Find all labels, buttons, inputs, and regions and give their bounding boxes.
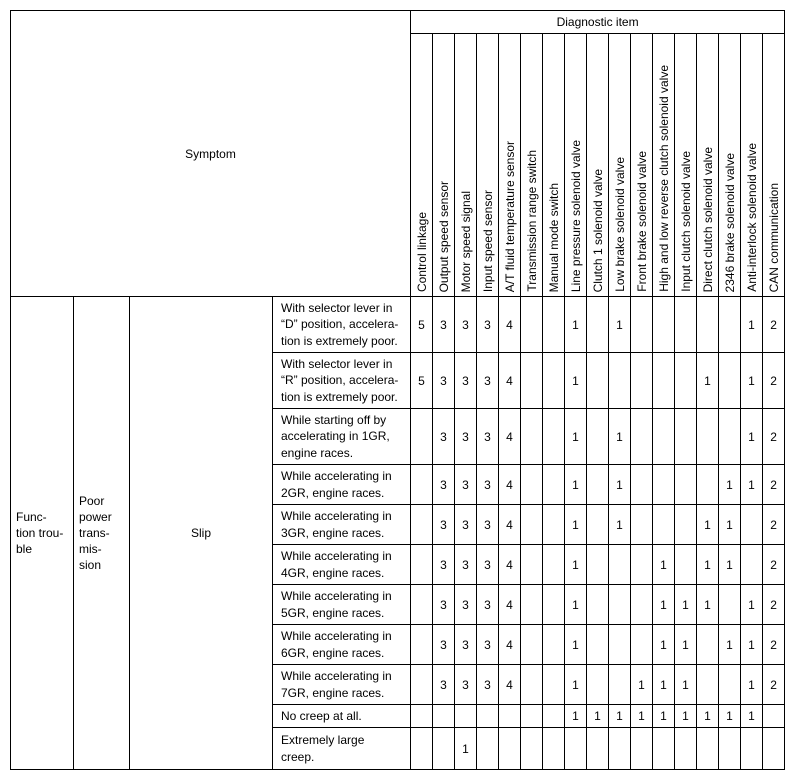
diagnostic-value-cell: 1 <box>653 625 675 665</box>
diagnostic-value-cell: 1 <box>675 585 697 625</box>
diagnostic-value-cell <box>675 297 697 353</box>
diagnostic-value-cell <box>587 545 609 585</box>
diagnostic-value-cell: 1 <box>565 585 587 625</box>
column-header-label: Anti-interlock solenoid valve <box>744 143 759 292</box>
diagnostic-value-cell: 1 <box>719 705 741 728</box>
column-header-label: Front brake solenoid valve <box>634 151 649 292</box>
diagnostic-value-cell: 3 <box>455 585 477 625</box>
symptom-category: Func- tion trou- ble <box>11 297 74 770</box>
diagnostic-value-cell: 3 <box>477 625 499 665</box>
column-header-label: A/T fluid temperature sensor <box>502 140 517 292</box>
diagnostic-value-cell <box>631 625 653 665</box>
diagnostic-value-cell <box>741 545 763 585</box>
diagnostic-value-cell <box>631 297 653 353</box>
diagnostic-value-cell <box>411 665 433 705</box>
diagnostic-value-cell: 1 <box>565 545 587 585</box>
diagnostic-value-cell: 1 <box>697 353 719 409</box>
symptom-condition: While accelerating in 3GR, engine races. <box>273 505 411 545</box>
diagnostic-item-header: Diagnostic item <box>411 11 785 34</box>
diagnostic-value-cell: 1 <box>719 625 741 665</box>
column-header <box>587 34 609 297</box>
diagnostic-value-cell: 3 <box>477 585 499 625</box>
diagnostic-value-cell <box>543 409 565 465</box>
column-header <box>565 34 587 297</box>
diagnostic-value-cell <box>411 585 433 625</box>
diagnostic-value-cell: 1 <box>565 505 587 545</box>
column-header <box>433 34 455 297</box>
diagnostic-value-cell <box>411 728 433 770</box>
diagnostic-value-cell <box>587 297 609 353</box>
diagnostic-table <box>10 10 785 770</box>
diagnostic-value-cell <box>411 545 433 585</box>
diagnostic-value-cell <box>521 665 543 705</box>
diagnostic-value-cell: 4 <box>499 297 521 353</box>
diagnostic-value-cell: 1 <box>631 665 653 705</box>
diagnostic-value-cell: 1 <box>653 665 675 705</box>
diagnostic-value-cell: 1 <box>741 353 763 409</box>
diagnostic-value-cell <box>543 728 565 770</box>
column-header <box>411 34 433 297</box>
diagnostic-value-cell: 1 <box>609 505 631 545</box>
diagnostic-value-cell <box>653 728 675 770</box>
diagnostic-value-cell <box>587 465 609 505</box>
diagnostic-value-cell: 5 <box>411 353 433 409</box>
diagnostic-value-cell: 2 <box>763 353 785 409</box>
diagnostic-value-cell <box>697 665 719 705</box>
diagnostic-value-cell <box>653 353 675 409</box>
diagnostic-value-cell <box>587 353 609 409</box>
diagnostic-value-cell <box>763 705 785 728</box>
table-body <box>11 297 785 770</box>
diagnostic-value-cell <box>609 585 631 625</box>
column-header <box>653 34 675 297</box>
diagnostic-value-cell: 1 <box>609 409 631 465</box>
symptom-condition: While accelerating in 6GR, engine races. <box>273 625 411 665</box>
column-header <box>543 34 565 297</box>
diagnostic-value-cell <box>565 728 587 770</box>
diagnostic-value-cell <box>521 353 543 409</box>
diagnostic-value-cell <box>719 665 741 705</box>
column-header-label: Transmission range switch <box>524 150 539 292</box>
column-header <box>609 34 631 297</box>
diagnostic-value-cell: 1 <box>631 705 653 728</box>
diagnostic-value-cell: 4 <box>499 465 521 505</box>
diagnostic-value-cell <box>609 665 631 705</box>
diagnostic-value-cell: 1 <box>675 665 697 705</box>
diagnostic-value-cell <box>763 728 785 770</box>
column-header <box>455 34 477 297</box>
diagnostic-value-cell <box>609 353 631 409</box>
diagnostic-value-cell <box>653 465 675 505</box>
diagnostic-value-cell <box>543 545 565 585</box>
diagnostic-value-cell: 1 <box>565 705 587 728</box>
diagnostic-value-cell <box>675 409 697 465</box>
column-header-label: Manual mode switch <box>546 182 561 292</box>
diagnostic-value-cell: 3 <box>455 625 477 665</box>
diagnostic-value-cell <box>675 545 697 585</box>
diagnostic-value-cell <box>719 297 741 353</box>
column-header <box>631 34 653 297</box>
diagnostic-value-cell <box>719 728 741 770</box>
diagnostic-value-cell: 3 <box>477 465 499 505</box>
diagnostic-value-cell <box>631 409 653 465</box>
diagnostic-value-cell: 1 <box>719 505 741 545</box>
diagnostic-value-cell: 1 <box>565 625 587 665</box>
diagnostic-value-cell <box>521 705 543 728</box>
diagnostic-value-cell: 3 <box>433 353 455 409</box>
column-header <box>741 34 763 297</box>
diagnostic-value-cell <box>697 465 719 505</box>
diagnostic-value-cell <box>411 505 433 545</box>
diagnostic-value-cell: 3 <box>477 665 499 705</box>
diagnostic-value-cell: 1 <box>741 705 763 728</box>
diagnostic-value-cell <box>653 505 675 545</box>
diagnostic-value-cell <box>521 728 543 770</box>
diagnostic-value-cell: 1 <box>653 705 675 728</box>
diagnostic-value-cell <box>587 585 609 625</box>
diagnostic-value-cell: 3 <box>477 545 499 585</box>
diagnostic-value-cell <box>741 505 763 545</box>
diagnostic-value-cell <box>631 545 653 585</box>
diagnostic-value-cell <box>631 353 653 409</box>
diagnostic-value-cell <box>455 705 477 728</box>
symptom-condition: While accelerating in 7GR, engine races. <box>273 665 411 705</box>
diagnostic-value-cell: 1 <box>609 297 631 353</box>
diagnostic-value-cell <box>411 625 433 665</box>
column-header <box>477 34 499 297</box>
diagnostic-value-cell <box>587 409 609 465</box>
diagnostic-value-cell: 1 <box>741 625 763 665</box>
diagnostic-value-cell: 1 <box>565 353 587 409</box>
diagnostic-value-cell <box>719 409 741 465</box>
symptom-condition: While accelerating in 5GR, engine races. <box>273 585 411 625</box>
diagnostic-value-cell: 4 <box>499 353 521 409</box>
diagnostic-value-cell: 1 <box>741 409 763 465</box>
diagnostic-value-cell <box>521 297 543 353</box>
diagnostic-value-cell: 1 <box>565 409 587 465</box>
diagnostic-value-cell <box>697 728 719 770</box>
diagnostic-value-cell <box>411 409 433 465</box>
symptom-condition: While accelerating in 4GR, engine races. <box>273 545 411 585</box>
column-header-label: CAN communication <box>766 182 781 292</box>
column-header-label: Motor speed signal <box>458 190 473 292</box>
diagnostic-value-cell <box>477 705 499 728</box>
column-header <box>521 34 543 297</box>
diagnostic-value-cell: 2 <box>763 465 785 505</box>
diagnostic-value-cell <box>675 505 697 545</box>
diagnostic-value-cell: 3 <box>433 505 455 545</box>
diagnostic-value-cell <box>521 409 543 465</box>
diagnostic-value-cell: 1 <box>697 585 719 625</box>
diagnostic-value-cell <box>521 465 543 505</box>
diagnostic-value-cell: 1 <box>719 465 741 505</box>
diagnostic-value-cell <box>543 465 565 505</box>
table-row <box>11 297 785 353</box>
diagnostic-value-cell <box>609 728 631 770</box>
diagnostic-value-cell <box>719 585 741 625</box>
column-header-label: Control linkage <box>414 211 429 292</box>
column-header-label: High and low reverse clutch solenoid valve <box>656 65 671 292</box>
symptom-type: Slip <box>130 297 273 770</box>
diagnostic-value-cell <box>521 585 543 625</box>
diagnostic-value-cell: 4 <box>499 409 521 465</box>
diagnostic-value-cell: 4 <box>499 585 521 625</box>
diagnostic-value-cell: 3 <box>455 505 477 545</box>
diagnostic-value-cell <box>521 625 543 665</box>
diagnostic-value-cell: 4 <box>499 625 521 665</box>
symptom-condition: Extremely large creep. <box>273 728 411 770</box>
column-header-label: Input speed sensor <box>480 189 495 292</box>
diagnostic-value-cell <box>631 585 653 625</box>
diagnostic-value-cell <box>741 728 763 770</box>
diagnostic-value-cell: 1 <box>741 465 763 505</box>
column-header-label: Direct clutch solenoid valve <box>700 146 715 292</box>
diagnostic-value-cell: 4 <box>499 505 521 545</box>
diagnostic-value-cell: 3 <box>455 665 477 705</box>
diagnostic-value-cell: 3 <box>455 545 477 585</box>
diagnostic-value-cell: 1 <box>653 545 675 585</box>
column-header <box>697 34 719 297</box>
diagnostic-value-cell <box>543 625 565 665</box>
diagnostic-value-cell: 3 <box>433 409 455 465</box>
diagnostic-value-cell <box>609 545 631 585</box>
diagnostic-value-cell: 1 <box>609 465 631 505</box>
diagnostic-value-cell <box>653 297 675 353</box>
diagnostic-value-cell: 3 <box>477 353 499 409</box>
diagnostic-value-cell: 1 <box>653 585 675 625</box>
column-header-label: Low brake solenoid valve <box>612 157 627 292</box>
diagnostic-value-cell <box>543 705 565 728</box>
diagnostic-value-cell <box>675 728 697 770</box>
diagnostic-value-cell: 3 <box>433 625 455 665</box>
diagnostic-value-cell <box>543 585 565 625</box>
diagnostic-value-cell: 3 <box>455 409 477 465</box>
diagnostic-value-cell <box>653 409 675 465</box>
diagnostic-value-cell: 1 <box>719 545 741 585</box>
diagnostic-value-cell: 1 <box>565 297 587 353</box>
diagnostic-value-cell: 3 <box>477 409 499 465</box>
diagnostic-value-cell: 1 <box>565 665 587 705</box>
diagnostic-value-cell <box>609 625 631 665</box>
symptom-condition: While accelerating in 2GR, engine races. <box>273 465 411 505</box>
diagnostic-value-cell: 1 <box>741 665 763 705</box>
symptom-condition: While starting off by accelerating in 1GR, engine races. <box>273 409 411 465</box>
diagnostic-value-cell <box>477 728 499 770</box>
column-header-label: 2346 brake solenoid valve <box>722 152 737 292</box>
diagnostic-value-cell: 3 <box>477 297 499 353</box>
diagnostic-value-cell: 3 <box>433 545 455 585</box>
diagnostic-value-cell: 3 <box>433 585 455 625</box>
diagnostic-value-cell: 2 <box>763 297 785 353</box>
diagnostic-value-cell: 1 <box>697 705 719 728</box>
diagnostic-value-cell: 1 <box>609 705 631 728</box>
symptom-condition: No creep at all. <box>273 705 411 728</box>
column-header <box>719 34 741 297</box>
diagnostic-value-cell: 2 <box>763 585 785 625</box>
diagnostic-value-cell <box>587 625 609 665</box>
diagnostic-value-cell: 3 <box>455 297 477 353</box>
diagnostic-value-cell <box>631 728 653 770</box>
diagnostic-value-cell <box>543 665 565 705</box>
diagnostic-value-cell: 1 <box>565 465 587 505</box>
diagnostic-value-cell <box>499 705 521 728</box>
diagnostic-value-cell <box>697 625 719 665</box>
column-header <box>499 34 521 297</box>
diagnostic-value-cell: 2 <box>763 409 785 465</box>
column-header-label: Line pressure solenoid valve <box>568 139 583 292</box>
header-row-1 <box>11 11 785 34</box>
diagnostic-value-cell: 4 <box>499 545 521 585</box>
diagnostic-value-cell <box>433 728 455 770</box>
diagnostic-value-cell: 1 <box>697 505 719 545</box>
diagnostic-value-cell: 4 <box>499 665 521 705</box>
diagnostic-value-cell <box>543 505 565 545</box>
diagnostic-value-cell: 1 <box>741 297 763 353</box>
symptom-header: Symptom <box>11 11 411 297</box>
diagnostic-value-cell <box>499 728 521 770</box>
diagnostic-value-cell: 1 <box>675 705 697 728</box>
diagnostic-value-cell: 1 <box>587 705 609 728</box>
diagnostic-value-cell: 5 <box>411 297 433 353</box>
column-header-label: Input clutch solenoid valve <box>678 151 693 292</box>
diagnostic-value-cell: 1 <box>741 585 763 625</box>
diagnostic-value-cell <box>719 353 741 409</box>
diagnostic-value-cell: 1 <box>675 625 697 665</box>
diagnostic-value-cell: 3 <box>433 665 455 705</box>
diagnostic-value-cell <box>543 297 565 353</box>
diagnostic-value-cell: 1 <box>697 545 719 585</box>
diagnostic-value-cell <box>587 665 609 705</box>
diagnostic-value-cell: 2 <box>763 545 785 585</box>
column-header <box>763 34 785 297</box>
diagnostic-value-cell: 2 <box>763 505 785 545</box>
diagnostic-value-cell: 3 <box>477 505 499 545</box>
diagnostic-value-cell: 3 <box>433 465 455 505</box>
diagnostic-value-cell <box>543 353 565 409</box>
diagnostic-value-cell <box>411 465 433 505</box>
diagnostic-value-cell: 3 <box>433 297 455 353</box>
diagnostic-value-cell <box>587 505 609 545</box>
diagnostic-value-cell <box>587 728 609 770</box>
diagnostic-value-cell <box>697 297 719 353</box>
diagnostic-value-cell: 1 <box>455 728 477 770</box>
symptom-subcategory: Poor power trans- mis- sion <box>74 297 130 770</box>
diagnostic-value-cell <box>631 465 653 505</box>
diagnostic-value-cell <box>411 705 433 728</box>
diagnostic-value-cell <box>433 705 455 728</box>
column-header-label: Output speed sensor <box>436 180 451 292</box>
diagnostic-value-cell <box>697 409 719 465</box>
column-header-label: Clutch 1 solenoid valve <box>590 168 605 292</box>
diagnostic-value-cell: 3 <box>455 465 477 505</box>
diagnostic-value-cell <box>521 505 543 545</box>
diagnostic-value-cell: 3 <box>455 353 477 409</box>
diagnostic-value-cell <box>675 353 697 409</box>
diagnostic-value-cell <box>675 465 697 505</box>
diagnostic-value-cell <box>521 545 543 585</box>
symptom-condition: With selector lever in “D” position, accelera- tion is extremely poor. <box>273 297 411 353</box>
diagnostic-value-cell: 2 <box>763 625 785 665</box>
diagnostic-value-cell: 2 <box>763 665 785 705</box>
symptom-condition: With selector lever in “R” position, accelera- tion is extremely poor. <box>273 353 411 409</box>
diagnostic-value-cell <box>631 505 653 545</box>
column-header <box>675 34 697 297</box>
